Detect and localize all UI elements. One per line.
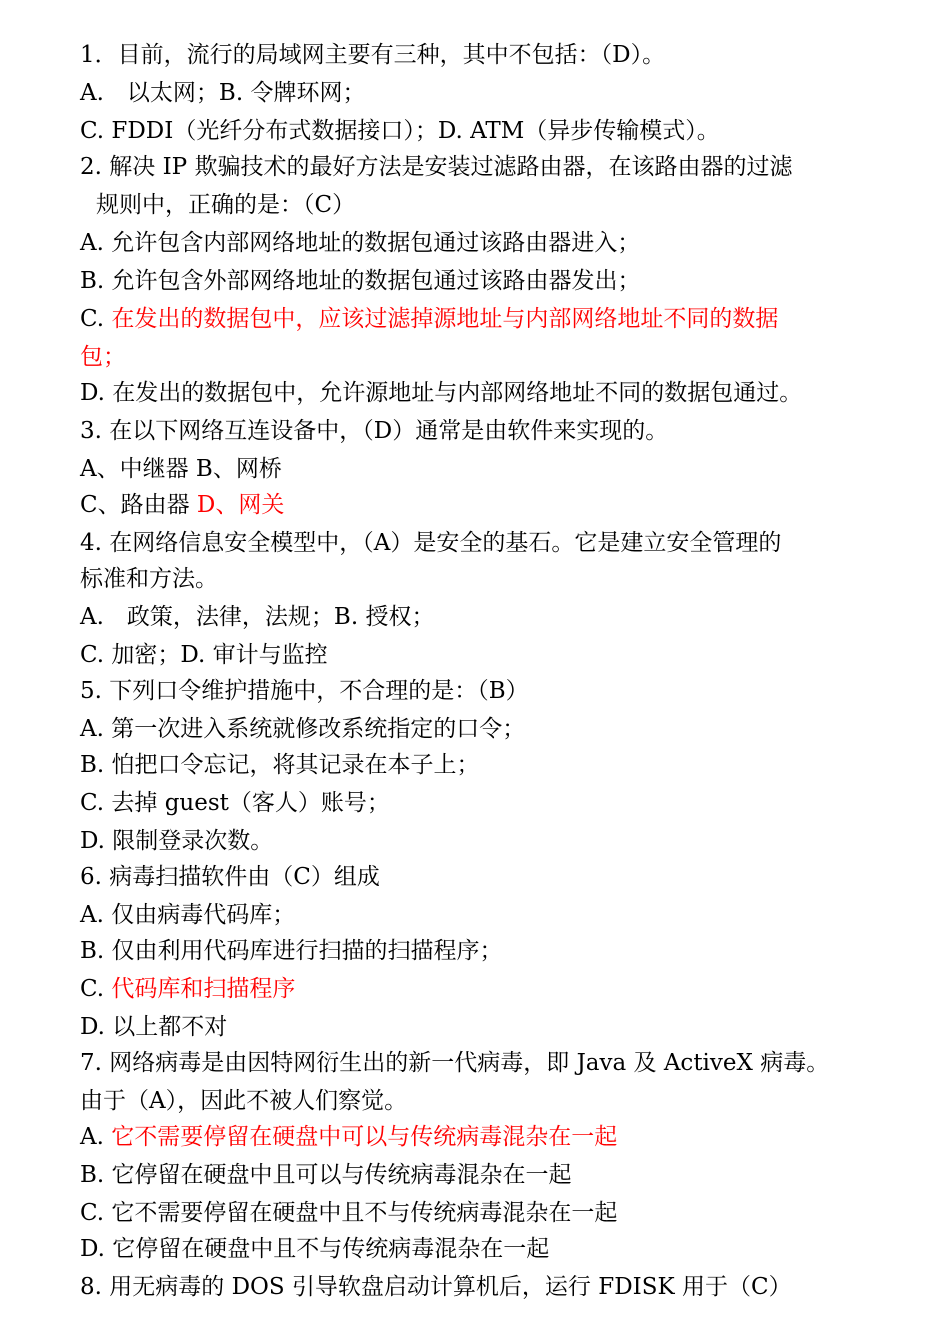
- line-text: 3. 在以下网络互连设备中，（D）通常是由软件来实现的。: [80, 418, 669, 444]
- document-line: [80, 714, 525, 744]
- highlighted-answer: 包；: [80, 344, 126, 370]
- document-line: [80, 1012, 227, 1042]
- line-text: B. 允许包含外部网络地址的数据包通过该路由器发出；: [80, 268, 641, 294]
- line-text: 8. 用无病毒的 DOS 引导软盘启动计算机后，运行 FDISK 用于（C）: [80, 1274, 792, 1300]
- document-line: [80, 528, 781, 558]
- line-text: C.: [80, 306, 112, 332]
- document-line: [80, 1048, 829, 1078]
- document-line: [80, 602, 434, 632]
- document-line: [80, 78, 365, 108]
- line-text: 2. 解决 IP 欺骗技术的最好方法是安装过滤路由器，在该路由器的过滤: [80, 154, 793, 180]
- document-line: [80, 750, 480, 780]
- line-text: A、中继器 B、网桥: [80, 456, 282, 482]
- line-text: D. 它停留在硬盘中且不与传统病毒混杂在一起: [80, 1236, 550, 1262]
- document-line: [80, 1122, 617, 1152]
- line-text: 由于（A），因此不被人们察觉。: [80, 1088, 408, 1114]
- document-line: [96, 190, 355, 220]
- document-line: [80, 862, 380, 892]
- document-line: [80, 900, 295, 930]
- document-line: [80, 40, 665, 70]
- document-line: [80, 676, 529, 706]
- line-text: C. 加密；D. 审计与监控: [80, 642, 328, 668]
- document-line: [80, 1198, 617, 1228]
- document-line: [80, 564, 218, 594]
- line-text: A. 以太网；B. 令牌环网；: [80, 80, 366, 106]
- document-line: [80, 1086, 407, 1116]
- highlighted-answer: 它不需要停留在硬盘中可以与传统病毒混杂在一起: [111, 1124, 618, 1150]
- document-line: [80, 788, 390, 818]
- line-text: C.: [80, 976, 112, 1002]
- line-text: C. 它不需要停留在硬盘中且不与传统病毒混杂在一起: [80, 1200, 618, 1226]
- line-text: 1．目前，流行的局域网主要有三种，其中不包括：（D）。: [80, 42, 666, 68]
- line-text: B. 它停留在硬盘中且可以与传统病毒混杂在一起: [80, 1162, 572, 1188]
- document-line: [80, 416, 668, 446]
- line-text: B. 怕把口令忘记，将其记录在本子上；: [80, 752, 480, 778]
- line-text: A. 第一次进入系统就修改系统指定的口令；: [80, 716, 526, 742]
- highlighted-answer: 在发出的数据包中，应该过滤掉源地址与内部网络地址不同的数据: [111, 306, 779, 332]
- document-line: [80, 974, 295, 1004]
- highlighted-answer: D、网关: [196, 492, 285, 518]
- document-line: [80, 228, 640, 258]
- line-text: A. 政策，法律，法规；B. 授权；: [80, 604, 435, 630]
- line-text: C. 去掉 guest（客人）账号；: [80, 790, 390, 816]
- line-text: 7. 网络病毒是由因特网衍生出的新一代病毒，即 Java 及 ActiveX 病毒。: [80, 1050, 830, 1076]
- line-text: B. 仅由利用代码库进行扫描的扫描程序；: [80, 938, 503, 964]
- line-text: D. 在发出的数据包中，允许源地址与内部网络地址不同的数据包通过。: [80, 380, 803, 406]
- document-line: [80, 1160, 572, 1190]
- document-line: [80, 1272, 792, 1302]
- line-text: A. 仅由病毒代码库；: [80, 902, 296, 928]
- document-line: [80, 304, 778, 334]
- highlighted-answer: 代码库和扫描程序: [111, 976, 296, 1002]
- line-text: C. FDDI（光纤分布式数据接口）；D. ATM（异步传输模式）。: [80, 118, 720, 144]
- document-line: [80, 826, 273, 856]
- line-text: C、路由器: [80, 492, 197, 518]
- line-text: A.: [80, 1124, 112, 1150]
- document-line: [80, 490, 284, 520]
- document-line: [80, 936, 503, 966]
- line-text: 4. 在网络信息安全模型中，（A）是安全的基石。它是建立安全管理的: [80, 530, 782, 556]
- document-line: [80, 454, 282, 484]
- document-line: [80, 116, 720, 146]
- document-line: [80, 152, 792, 182]
- line-text: D. 限制登录次数。: [80, 828, 274, 854]
- line-text: 6. 病毒扫描软件由（C）组成: [80, 864, 380, 890]
- line-text: 规则中，正确的是：（C）: [96, 192, 356, 218]
- line-text: D. 以上都不对: [80, 1014, 228, 1040]
- line-text: 5. 下列口令维护措施中，不合理的是：（B）: [80, 678, 529, 704]
- document-line: [80, 342, 126, 372]
- line-text: 标准和方法。: [80, 566, 218, 592]
- document-line: [80, 640, 328, 670]
- document-line: [80, 1234, 549, 1264]
- document-line: [80, 378, 802, 408]
- line-text: A. 允许包含内部网络地址的数据包通过该路由器进入；: [80, 230, 641, 256]
- document-line: [80, 266, 641, 296]
